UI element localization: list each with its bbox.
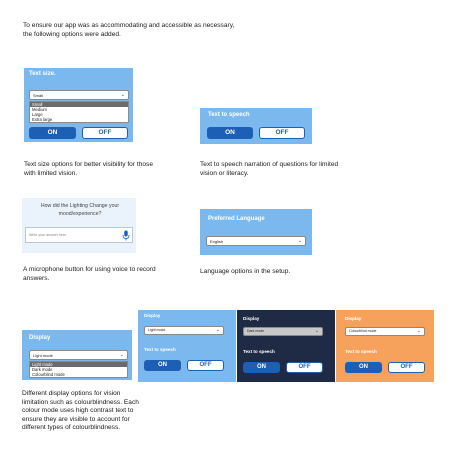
mode-on-button[interactable]: ON	[144, 360, 181, 371]
text-size-selected: Small	[33, 93, 44, 98]
display-select[interactable]	[29, 350, 128, 360]
display-caption: Different display options for vision limitation such as colourblindness. Each colour mode uses high contrast text to ensure they are visible to account for different types of colourblindness.	[22, 390, 139, 432]
answer-input[interactable]	[25, 227, 133, 243]
chevron-down-icon: ⌄	[215, 327, 220, 333]
text-size-options	[29, 101, 129, 123]
text-size-option[interactable]: Small	[30, 102, 128, 107]
mode-on-button[interactable]: ON	[243, 362, 280, 373]
tts-off-button[interactable]: OFF	[259, 127, 305, 139]
tts-title: Text to speech	[208, 112, 250, 118]
mode-display-title: Display	[243, 316, 260, 321]
display-option[interactable]: Colourblind mode	[32, 372, 65, 377]
language-selected: English	[210, 239, 224, 244]
light-mode-preview	[138, 310, 236, 382]
chevron-down-icon: ⌄	[119, 352, 124, 358]
colourblind-mode-preview	[336, 310, 434, 382]
text-size-title: Text size.	[29, 71, 56, 77]
language-title: Preferred Language	[208, 216, 265, 222]
mode-selected: Colourblind mode	[349, 329, 377, 333]
mic-caption: A microphone button for using voice to record answers.	[23, 266, 156, 282]
language-select[interactable]	[206, 236, 306, 246]
dark-mode-preview	[237, 310, 335, 382]
display-option[interactable]: Light mode	[30, 362, 127, 367]
text-size-option[interactable]: Large	[32, 112, 43, 117]
mode-off-button[interactable]: OFF	[388, 362, 425, 373]
mic-panel	[22, 198, 136, 253]
chevron-down-icon: ⌄	[416, 328, 421, 334]
mode-select[interactable]	[144, 326, 224, 335]
tts-on-button[interactable]: ON	[207, 127, 253, 139]
display-title: Display	[29, 335, 51, 341]
mode-select[interactable]	[345, 327, 425, 336]
chevron-down-icon: ⌄	[297, 238, 302, 244]
mode-selected: Light mode	[148, 328, 166, 332]
text-size-caption: Text size options for better visibility for those with limited vision.	[24, 161, 153, 177]
microphone-icon[interactable]	[122, 230, 130, 241]
display-option[interactable]: Dark mode	[32, 367, 53, 372]
language-panel	[200, 209, 312, 255]
display-options	[29, 361, 128, 378]
display-panel	[22, 330, 132, 380]
mode-tts-title: Text to speech	[345, 349, 377, 354]
mode-selected: Dark mode	[247, 329, 265, 333]
text-size-off-button[interactable]: OFF	[82, 127, 128, 139]
mode-tts-title: Text to speech	[144, 347, 176, 352]
mode-display-title: Display	[345, 316, 362, 321]
tts-caption: Text to speech narration of questions for limited vision or literacy.	[200, 161, 339, 177]
mode-off-button[interactable]: OFF	[187, 360, 224, 371]
mode-off-button[interactable]: OFF	[286, 362, 323, 373]
text-size-on-button[interactable]: ON	[29, 127, 76, 139]
text-size-panel	[24, 68, 133, 142]
intro-text: To ensure our app was as accommodating and accessible as necessary, the following options were added.	[23, 22, 235, 38]
mode-select[interactable]	[243, 327, 323, 336]
mode-tts-title: Text to speech	[243, 349, 275, 354]
text-size-option[interactable]: Medium	[32, 107, 47, 112]
chevron-down-icon: ⌄	[314, 328, 319, 334]
chevron-down-icon: ⌄	[120, 92, 125, 98]
text-size-select[interactable]	[29, 90, 129, 100]
language-caption: Language options in the setup.	[200, 268, 291, 275]
mode-on-button[interactable]: ON	[345, 362, 382, 373]
text-size-option[interactable]: Extra large	[32, 117, 53, 122]
mode-display-title: Display	[144, 313, 161, 318]
tts-panel	[200, 108, 312, 144]
display-selected: Light mode	[33, 353, 53, 358]
answer-placeholder: Write your answer here	[29, 233, 67, 237]
mic-question: How did the Lighting Change your mood/experience?	[40, 203, 120, 217]
